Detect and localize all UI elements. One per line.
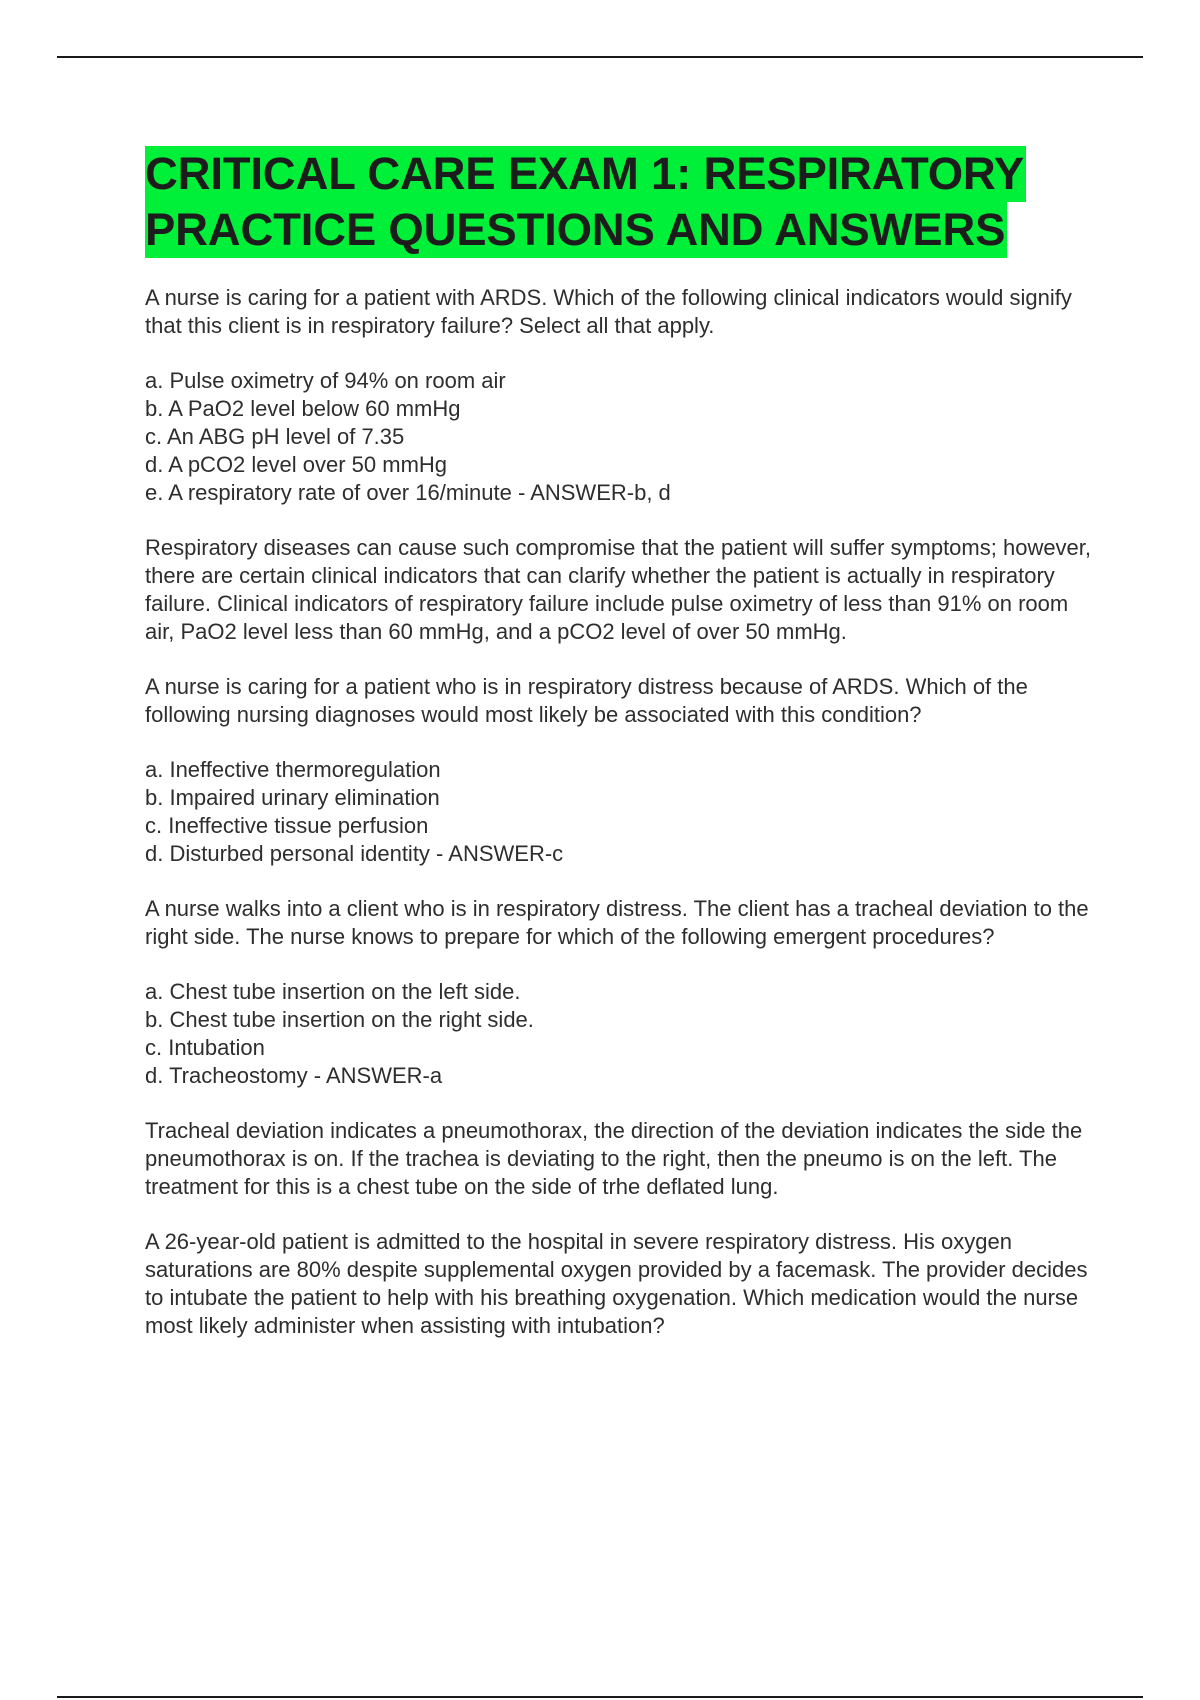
title-line: CRITICAL CARE EXAM 1: RESPIRATORY: [145, 146, 1026, 202]
answer-option: d. A pCO2 level over 50 mmHg: [145, 452, 448, 477]
question-2-options: [145, 756, 1095, 868]
answer-option: a. Ineffective thermoregulation: [145, 757, 441, 782]
rationale-3-text: Tracheal deviation indicates a pneumothorax, the direction of the deviation indicates the side the pneumothorax is on. If the trachea is deviating to the right, then the pneumo is on the left. The treatment for this is a chest tube on the side of trhe deflated lung.: [145, 1118, 1083, 1199]
answer-option: e. A respiratory rate of over 16/minute - ANSWER-b, d: [145, 480, 671, 505]
answer-option: b. Impaired urinary elimination: [145, 785, 440, 810]
answer-option: a. Pulse oximetry of 94% on room air: [145, 368, 506, 393]
answer-option: a. Chest tube insertion on the left side.: [145, 979, 521, 1004]
title-line: PRACTICE QUESTIONS AND ANSWERS: [145, 202, 1007, 258]
answer-option: b. A PaO2 level below 60 mmHg: [145, 396, 461, 421]
question-3-options: [145, 978, 1095, 1090]
answer-option: d. Disturbed personal identity - ANSWER-c: [145, 841, 564, 866]
header-rule: [57, 56, 1143, 58]
answer-option: c. Ineffective tissue perfusion: [145, 813, 429, 838]
question-1-text: A nurse is caring for a patient with ARDS. Which of the following clinical indicators would signify that this client is in respiratory failure? Select all that apply.: [145, 285, 1072, 338]
question-3-text: A nurse walks into a client who is in respiratory distress. The client has a tracheal deviation to the right side. The nurse knows to prepare for which of the following emergent procedures?: [145, 896, 1089, 949]
answer-option: c. Intubation: [145, 1035, 265, 1060]
footer-rule: [57, 1696, 1143, 1698]
document-title: [145, 146, 1095, 258]
rationale-1-text: Respiratory diseases can cause such compromise that the patient will suffer symptoms; however, there are certain clinical indicators that can clarify whether the patient is actually in respiratory failure. Clinical indicators of respiratory failure include pulse oximetry of less than 91% on room air, PaO2 level less than 60 mmHg, and a pCO2 level of over 50 mmHg.: [145, 535, 1092, 644]
answer-option: b. Chest tube insertion on the right side.: [145, 1007, 534, 1032]
document-content: [145, 146, 1095, 1367]
question-1-options: [145, 367, 1095, 507]
question-2-text: A nurse is caring for a patient who is in respiratory distress because of ARDS. Which of the following nursing diagnoses would most likely be associated with this condition?: [145, 674, 1028, 727]
answer-option: c. An ABG pH level of 7.35: [145, 424, 405, 449]
answer-option: d. Tracheostomy - ANSWER-a: [145, 1063, 443, 1088]
question-4-text: A 26-year-old patient is admitted to the hospital in severe respiratory distress. His oxygen saturations are 80% despite supplemental oxygen provided by a facemask. The provider decides to intubate the patient to help with his breathing oxygenation. Which medication would the nurse most likely administer when assisting with intubation?: [145, 1229, 1088, 1338]
